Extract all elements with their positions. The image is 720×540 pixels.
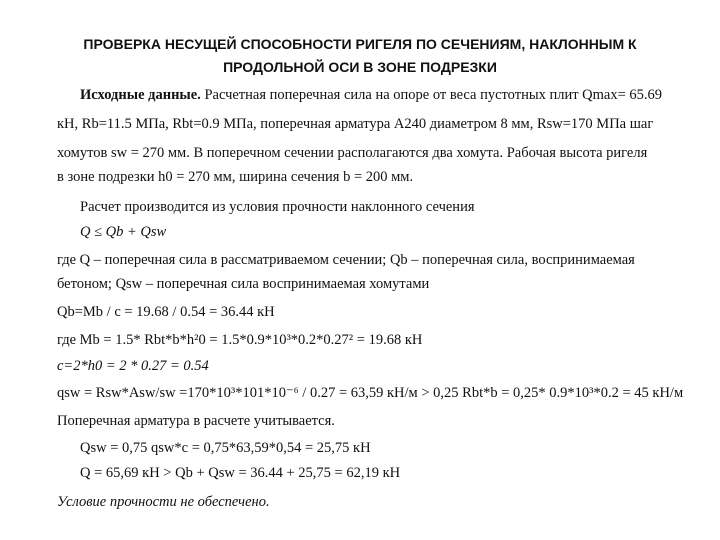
intro-line-1 (80, 86, 662, 104)
title-line-2: ПРОДОЛЬНОЙ ОСИ В ЗОНЕ ПОДРЕЗКИ (223, 59, 497, 75)
intro-heading: Исходные данные. (80, 87, 201, 103)
title-line-1: ПРОВЕРКА НЕСУЩЕЙ СПОСОБНОСТИ РИГЕЛЯ ПО СЕЧЕНИЯМ, НАКЛОННЫМ К (83, 36, 637, 52)
strength-condition: Q ≤ Qb + Qsw (80, 224, 167, 240)
calc-line-1: Расчет производится из условия прочности наклонного сечения (80, 199, 475, 215)
intro-line-4: в зоне подрезки h0 = 270 мм, ширина сечения b = 200 мм. (57, 169, 414, 185)
qb-formula: Qb=Mb / c = 19.68 / 0.54 = 36.44 кН (57, 304, 275, 320)
intro-line-1-text: Расчетная поперечная сила на опоре от веса пустотных плит Qmax= 65.69 (204, 87, 663, 103)
conclusion: Условие прочности не обеспечено. (57, 494, 270, 510)
intro-line-2: кН, Rb=11.5 МПа, Rbt=0.9 МПа, поперечная арматура А240 диаметром 8 мм, Rsw=170 МПа шаг (57, 116, 654, 132)
where-line-2: бетоном; Qsw – поперечная сила воспринимаемая хомутами (57, 276, 430, 292)
intro-line-3: хомутов sw = 270 мм. В поперечном сечении располагаются два хомута. Рабочая высота ригеля (57, 145, 648, 161)
qsw-formula: qsw = Rsw*Asw/sw =170*10³*101*10⁻⁶ / 0.27 = 63,59 кН/м > 0,25 Rbt*b = 0,25* 0.9*10³*0.2 = 45 кН/м (57, 385, 684, 401)
reinforcement-note: Поперечная арматура в расчете учитывается. (57, 413, 335, 429)
Qsw-formula: Qsw = 0,75 qsw*c = 0,75*63,59*0,54 = 25,75 кН (80, 440, 371, 456)
mb-formula: где Mb = 1.5* Rbt*b*h²0 = 1.5*0.9*10³*0.2*0.27² = 19.68 кН (57, 332, 423, 348)
c-formula: c=2*h0 = 2 * 0.27 = 0.54 (57, 358, 209, 374)
strength-check: Q = 65,69 кН > Qb + Qsw = 36.44 + 25,75 = 62,19 кН (80, 465, 401, 481)
where-line-1: где Q – поперечная сила в рассматриваемом сечении; Qb – поперечная сила, воспринимаемая (57, 252, 635, 268)
